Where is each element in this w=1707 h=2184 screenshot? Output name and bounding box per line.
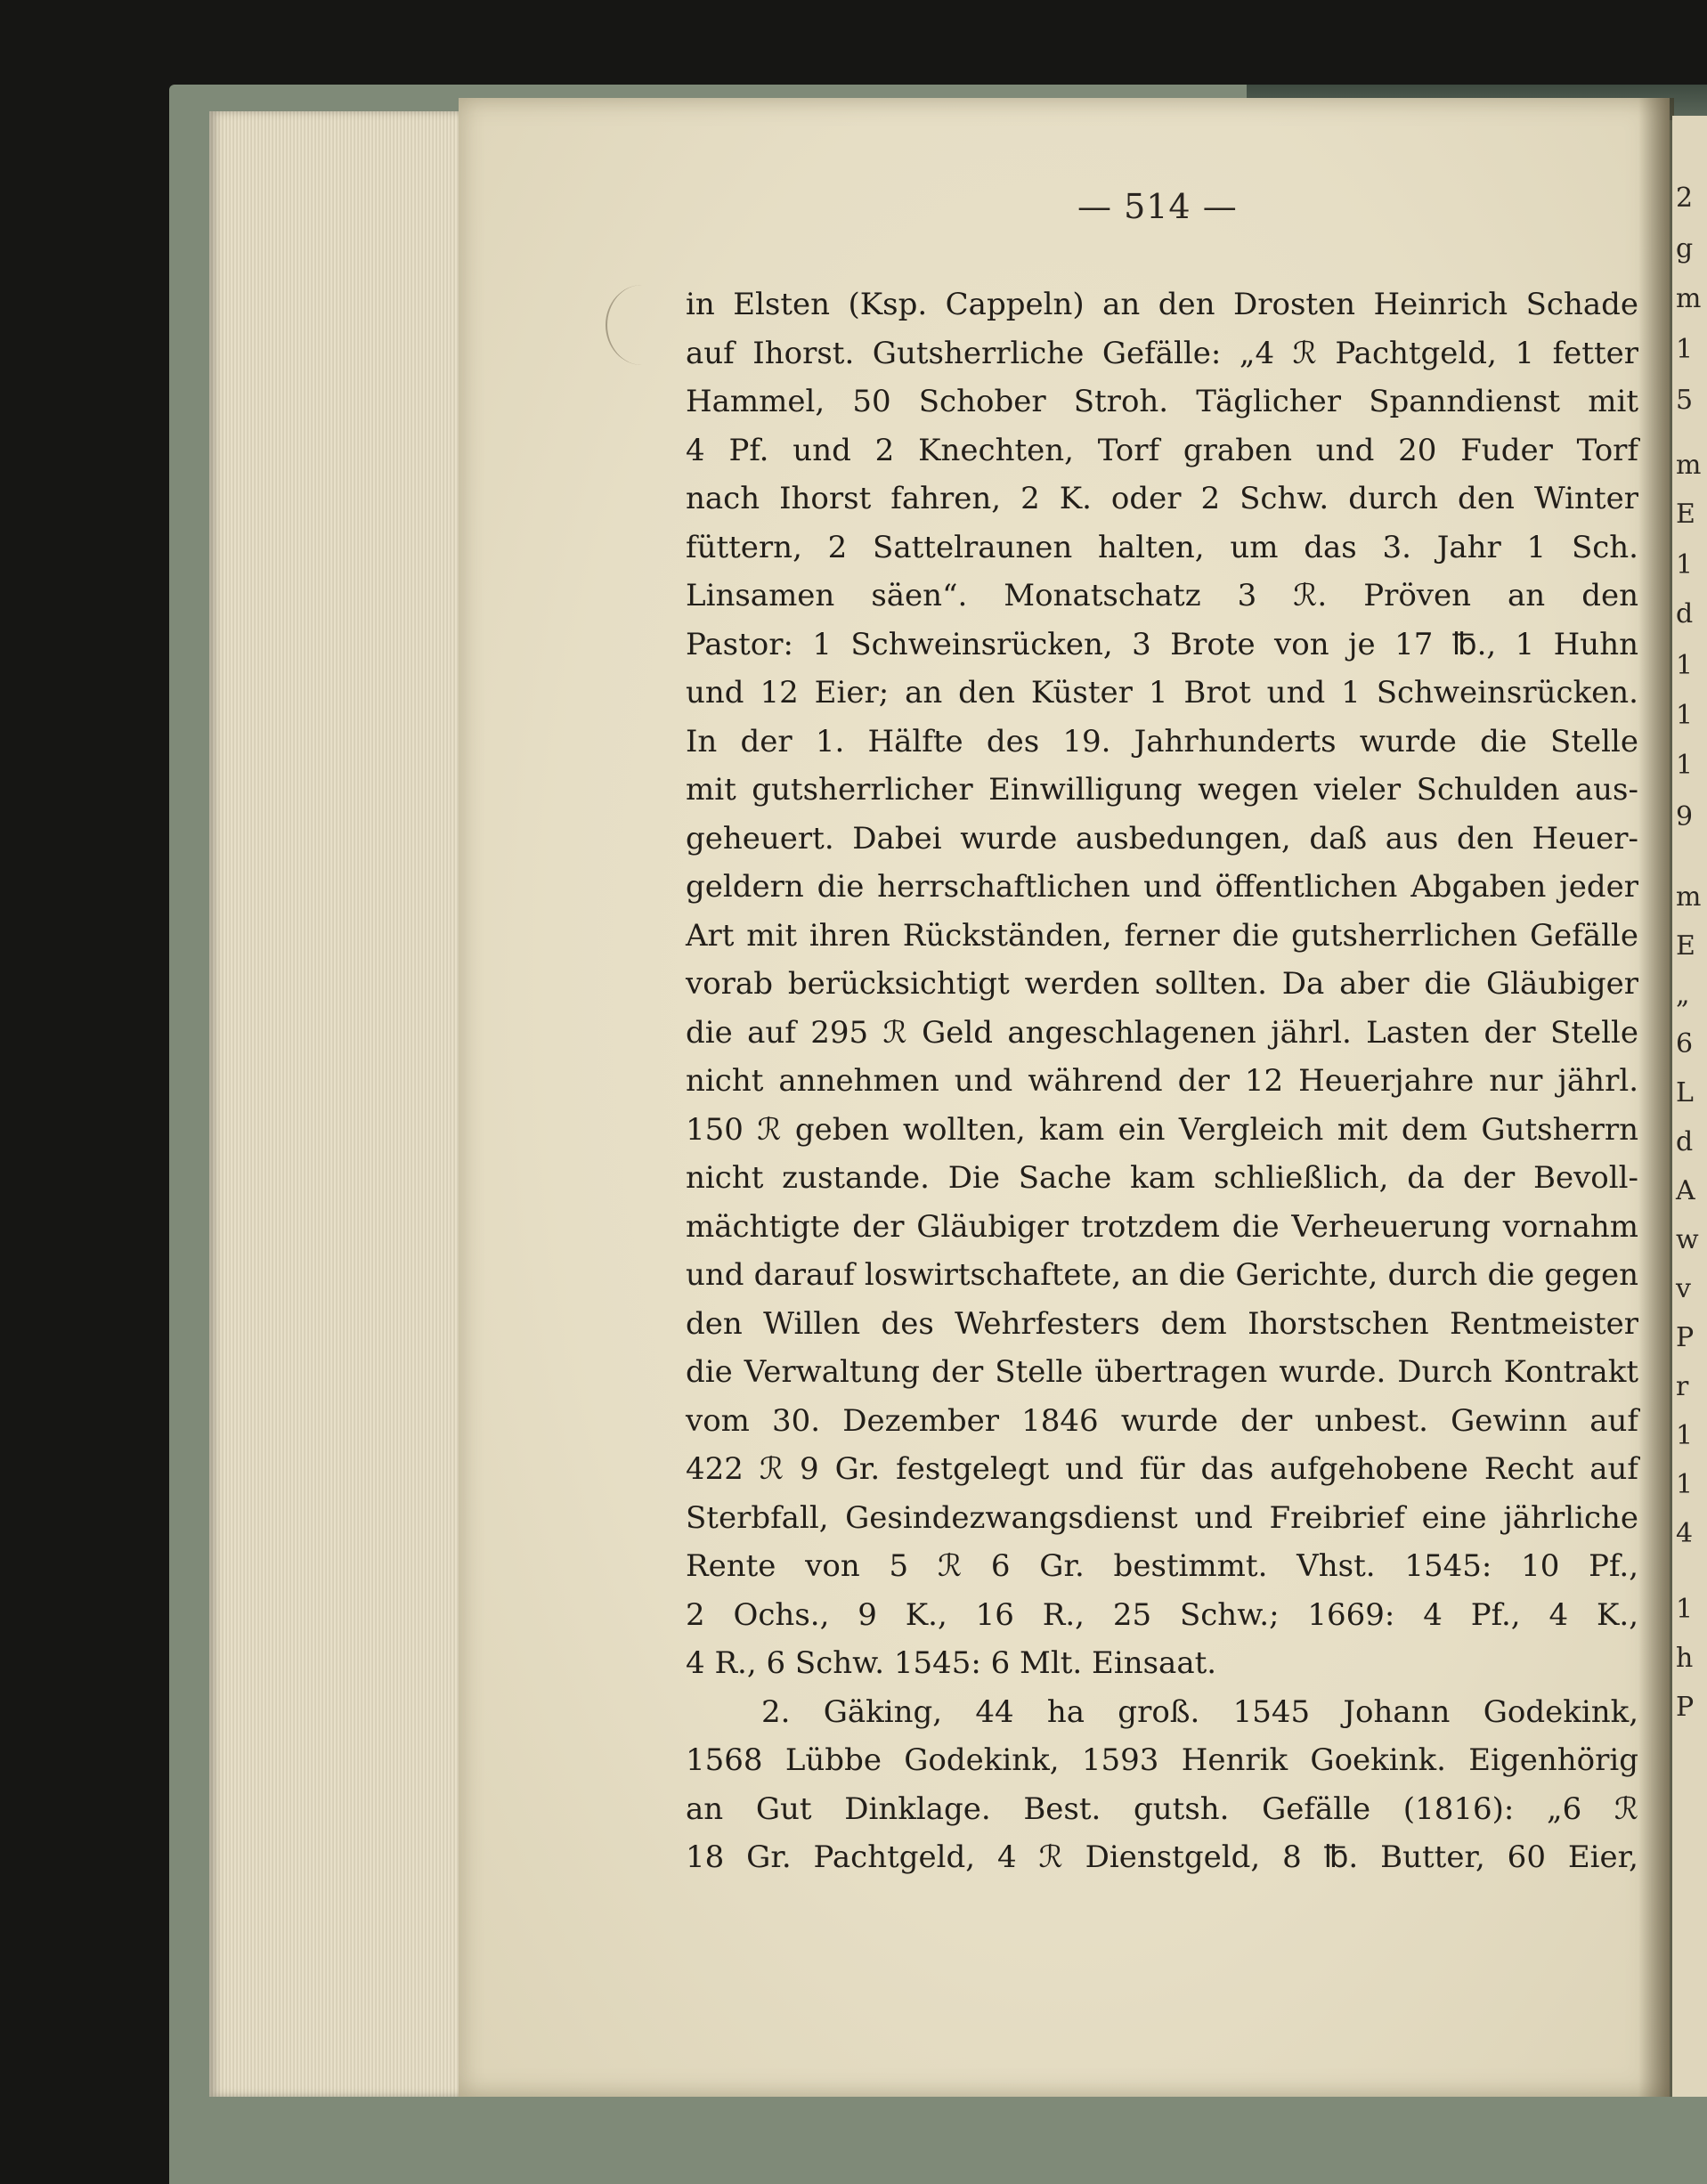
facing-page-letter: 1 [1676,334,1694,365]
text-line: die Verwaltung der Stelle übertragen wurde. Durch Kontrakt [686,1354,1638,1390]
facing-page-letter: 1 [1676,750,1694,781]
facing-page-letter: m [1676,450,1702,481]
facing-page-letter: 1 [1676,1594,1694,1625]
facing-page-letter: d [1676,598,1694,629]
text-line: Sterbfall, Gesindezwangsdienst und Freibrief eine jährliche [686,1499,1638,1536]
facing-page-letter: d [1676,1126,1694,1157]
text-line: auf Ihorst. Gutsherrliche Gefälle: „4 ℛ Pachtgeld, 1 fetter [686,335,1638,371]
text-line: und 12 Eier; an den Küster 1 Brot und 1 Schweinsrücken. [686,675,1638,710]
text-line: in Elsten (Ksp. Cappeln) an den Drosten Heinrich Schade [686,287,1638,322]
facing-page-letter: 9 [1676,801,1694,832]
facing-page-letter: „ [1676,979,1690,1011]
text-line: nicht annehmen und während der 12 Heuerjahre nur jährl. [686,1063,1638,1099]
text-line: 2 Ochs., 9 K., 16 R., 25 Schw.; 1669: 4 Pf., 4 K., [686,1596,1638,1633]
text-line: mächtigte der Gläubiger trotzdem die Verheuerung vornahm [686,1208,1638,1245]
text-line: geldern die herrschaftlichen und öffentlichen Abgaben jeder [686,869,1638,905]
text-line: füttern, 2 Sattelraunen halten, um das 3. Jahr 1 Sch. [686,529,1638,565]
facing-page-letter: 1 [1676,1469,1694,1500]
text-line: die auf 295 ℛ Geld angeschlagenen jährl. Lasten der Stelle [686,1014,1638,1051]
facing-page-letter: E [1676,499,1695,530]
facing-page-letter: 1 [1676,1420,1694,1451]
text-line: 1568 Lübbe Godekink, 1593 Henrik Goekink. Eigenhörig [686,1742,1638,1778]
text-line: vom 30. Dezember 1846 wurde der unbest. Gewinn auf [686,1402,1638,1439]
text-line: 2. Gäking, 44 ha groß. 1545 Johann Godekink, [761,1693,1638,1730]
body-text [686,280,1638,1882]
text-line: an Gut Dinklage. Best. gutsh. Gefälle (1816): „6 ℛ [686,1790,1638,1827]
facing-page-letter: 2 [1676,183,1694,214]
facing-page-letter: 1 [1676,700,1694,731]
text-line: nach Ihorst fahren, 2 K. oder 2 Schw. durch den Winter [686,481,1638,516]
facing-page-letter: 5 [1676,385,1694,416]
facing-page-letter: h [1676,1643,1694,1674]
facing-page-fragment [1672,116,1707,2097]
text-line: Linsamen säen“. Monatschatz 3 ℛ. Pröven an den [686,578,1638,613]
text-line: Art mit ihren Rückständen, ferner die gutsherrlichen Gefälle [686,917,1638,954]
facing-page-letter: 1 [1676,650,1694,681]
facing-page-letter: 4 [1676,1518,1694,1549]
text-line: Pastor: 1 Schweinsrücken, 3 Brote von je 17 ℔., 1 Huhn [686,626,1638,662]
text-line: 150 ℛ geben wollten, kam ein Vergleich mit dem Gutsherrn [686,1111,1638,1148]
facing-page-letter: m [1676,881,1702,913]
text-line: den Willen des Wehrfesters dem Ihorstschen Rentmeister [686,1305,1638,1342]
text-line: geheuert. Dabei wurde ausbedungen, daß aus den Heuer- [686,820,1638,857]
pencil-margin-mark [606,285,679,365]
text-line: 18 Gr. Pachtgeld, 4 ℛ Dienstgeld, 8 ℔. Butter, 60 Eier, [686,1839,1638,1875]
text-line: mit gutsherrlicher Einwilligung wegen vieler Schulden aus- [686,772,1638,808]
facing-page-letter: 6 [1676,1028,1694,1060]
facing-page-letter: r [1676,1371,1689,1402]
text-line: In der 1. Hälfte des 19. Jahrhunderts wurde die Stelle [686,723,1638,759]
facing-page-letter: P [1676,1692,1695,1723]
facing-page-letter: E [1676,930,1695,962]
page-gutter [1638,98,1674,2097]
text-line: 422 ℛ 9 Gr. festgelegt und für das aufgehobene Recht auf [686,1451,1638,1487]
facing-page-letter: w [1676,1224,1699,1255]
text-line: nicht zustande. Die Sache kam schließlich, da der Bevoll- [686,1160,1638,1196]
text-line: Rente von 5 ℛ 6 Gr. bestimmt. Vhst. 1545: 10 Pf., [686,1548,1638,1584]
text-line: und darauf loswirtschaftete, an die Gerichte, durch die gegen [686,1257,1638,1293]
facing-page-letter: m [1676,283,1702,314]
facing-page-letter: L [1676,1077,1694,1108]
facing-page-letter: A [1676,1175,1695,1206]
facing-page-letter: v [1676,1273,1691,1304]
text-line: 4 R., 6 Schw. 1545: 6 Mlt. Einsaat. [686,1645,1217,1681]
page-number: — 514 — [1077,187,1238,226]
text-line: 4 Pf. und 2 Knechten, Torf graben und 20 Fuder Torf [686,432,1638,468]
facing-page-letter: P [1676,1322,1695,1353]
facing-page-letter: 1 [1676,549,1694,581]
page-edges [209,111,490,2097]
text-line: Hammel, 50 Schober Stroh. Täglicher Spanndienst mit [686,384,1638,419]
facing-page-letter: g [1676,233,1694,264]
text-line: vorab berücksichtigt werden sollten. Da aber die Gläubiger [686,966,1638,1002]
